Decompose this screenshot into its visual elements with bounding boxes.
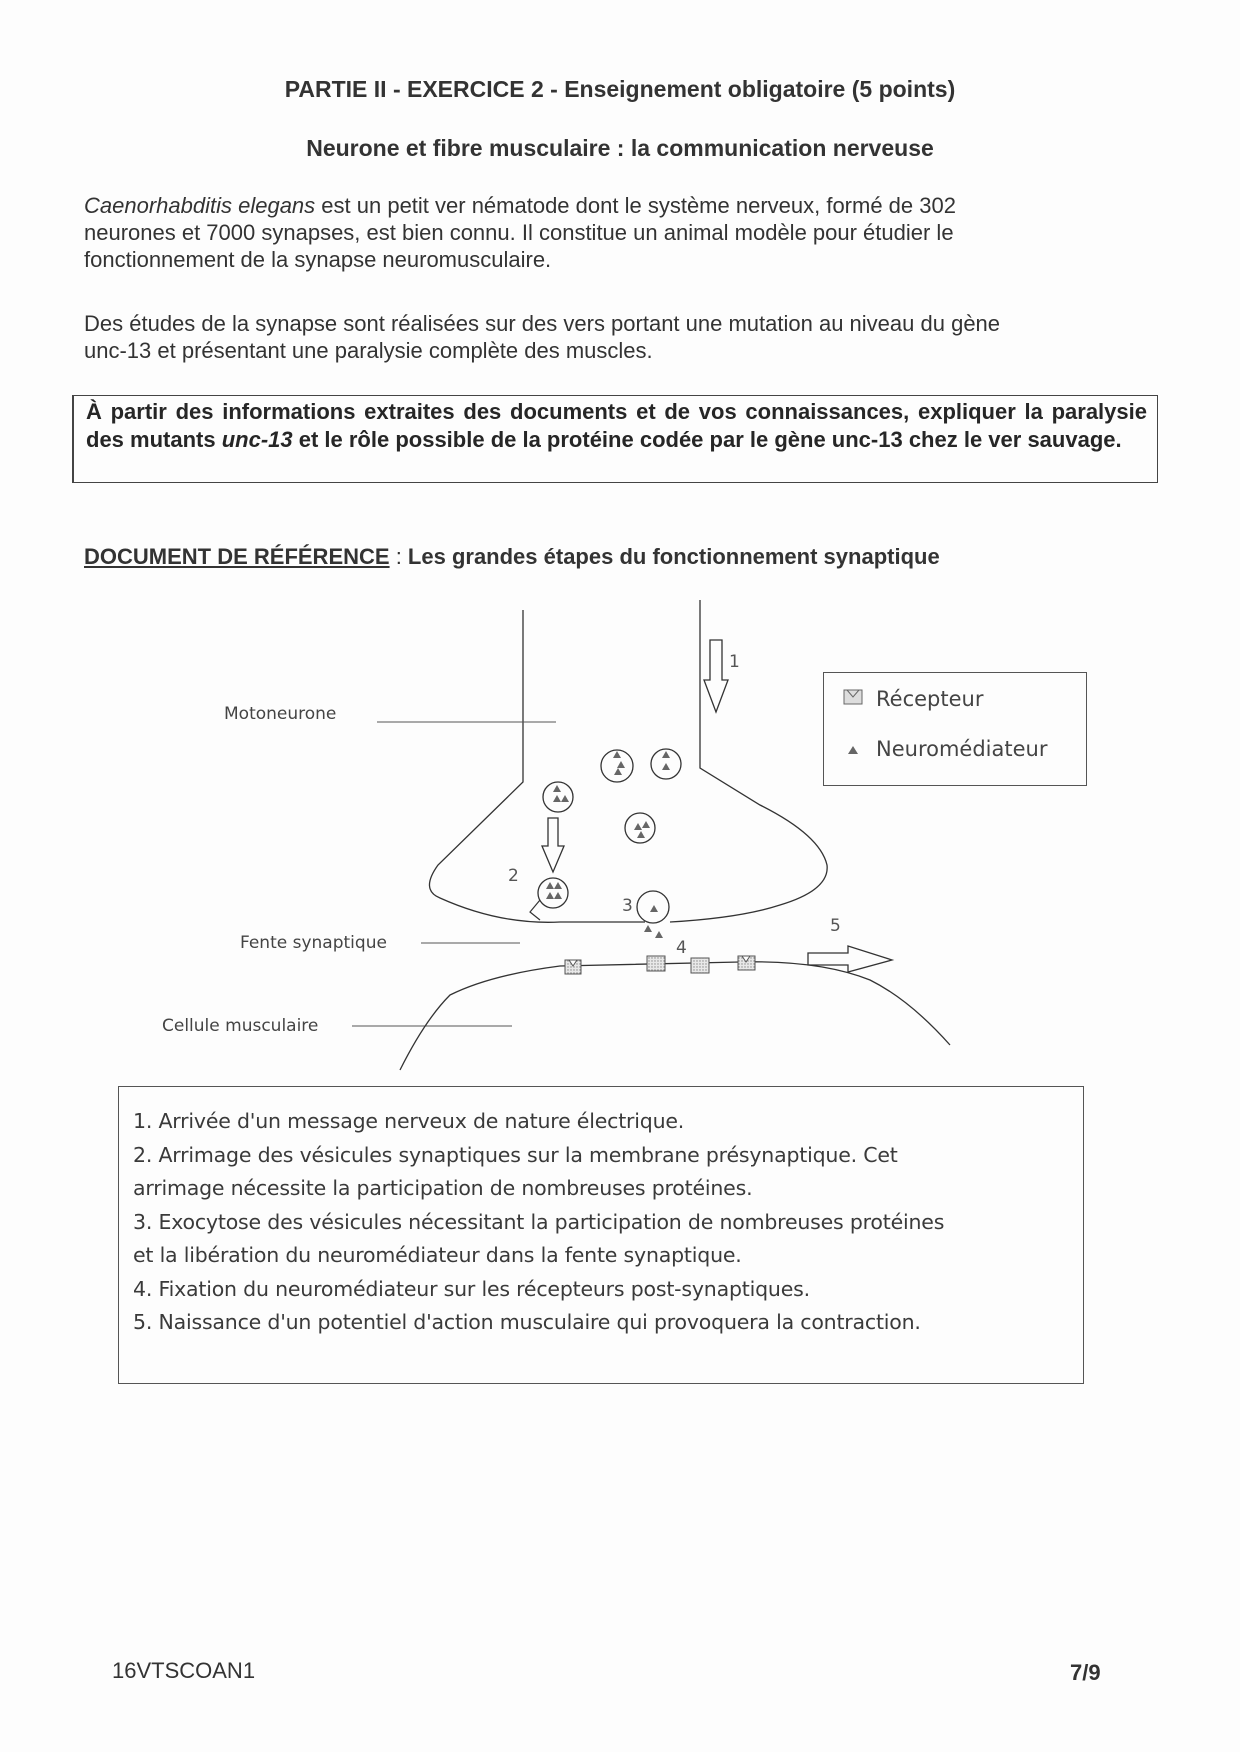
axon-left-membrane <box>429 610 576 922</box>
axon-right-membrane <box>670 600 827 922</box>
step-text-3: 3. Exocytose des vésicules nécessitant la participation de nombreuses protéines <box>133 1209 945 1234</box>
exercise-title: PARTIE II - EXERCICE 2 - Enseignement obligatoire (5 points) <box>284 76 956 102</box>
arrow-step-1 <box>704 640 728 712</box>
step-number-3: 3 <box>622 896 633 916</box>
synapse-diagram <box>0 590 1240 1080</box>
species-name: Caenorhabditis elegans <box>84 193 316 218</box>
receptor-bound <box>691 958 709 973</box>
receptor-bound <box>647 956 665 971</box>
label-fente-synaptique: Fente synaptique <box>240 933 387 953</box>
step-text-4: 4. Fixation du neuromédiateur sur les récepteurs post-synaptiques. <box>133 1276 810 1301</box>
step-text-1: 1. Arrivée d'un message nerveux de nature électrique. <box>133 1109 685 1133</box>
legend-item-receptor: Récepteur <box>840 687 983 711</box>
synapse-drawing <box>0 590 1240 1080</box>
step-text-2: 2. Arrimage des vésicules synaptiques sur la membrane présynaptique. Cet <box>133 1142 898 1167</box>
document-reference-heading: DOCUMENT DE RÉFÉRENCE : Les grandes étapes du fonctionnement synaptique <box>84 544 940 569</box>
receptor <box>738 956 755 970</box>
step-text-5: 5. Naissance d'un potentiel d'action musculaire qui provoquera la contraction. <box>133 1310 921 1334</box>
intro-paragraph-1: Caenorhabditis elegans est un petit ver nématode dont le système nerveux, formé de 302 neurones et 7000 synapses, est bien connu. Il constitue un animal modèle pour étudier le fonctionnement de la synapse neuromusculaire. <box>84 193 956 272</box>
receptor <box>565 960 581 974</box>
step-text-3-cont: et la libération du neuromédiateur dans la fente synaptique. <box>133 1243 742 1267</box>
question-box: À partir des informations extraites des documents et de vos connaissances, expliquer la paralysie des mutants unc-13 et le rôle possible de la protéine codée par le gène unc-13 chez le ver sauvage. <box>72 395 1158 483</box>
step-text-2-cont: arrimage nécessite la participation de nombreuses protéines. <box>133 1176 753 1200</box>
step-number-2: 2 <box>508 866 519 886</box>
intro-paragraph-2: Des études de la synapse sont réalisées sur des vers portant une mutation au niveau du gène unc-13 et présentant une paralysie complète des muscles. <box>84 311 1001 363</box>
step-number-4: 4 <box>676 938 687 958</box>
exercise-subtitle: Neurone et fibre musculaire : la communication nerveuse <box>306 135 934 161</box>
vesicle-docked <box>538 878 568 908</box>
muscle-membrane <box>400 962 950 1070</box>
triangle-icon <box>840 737 866 761</box>
label-motoneurone: Motoneurone <box>224 704 337 724</box>
step-number-1: 1 <box>729 652 740 672</box>
steps-box <box>118 1086 1084 1384</box>
legend-item-neuromediator: Neuromédiateur <box>840 737 1047 761</box>
arrow-step-2 <box>542 818 564 872</box>
exam-code: 16VTSCOAN1 <box>112 1658 256 1683</box>
receptor-icon <box>840 687 866 711</box>
diagram-legend <box>823 672 1087 786</box>
page-number: 7/9 <box>1070 1660 1101 1685</box>
step-number-5: 5 <box>830 916 841 936</box>
label-cellule-musculaire: Cellule musculaire <box>162 1016 319 1036</box>
arrow-step-5 <box>808 946 892 972</box>
